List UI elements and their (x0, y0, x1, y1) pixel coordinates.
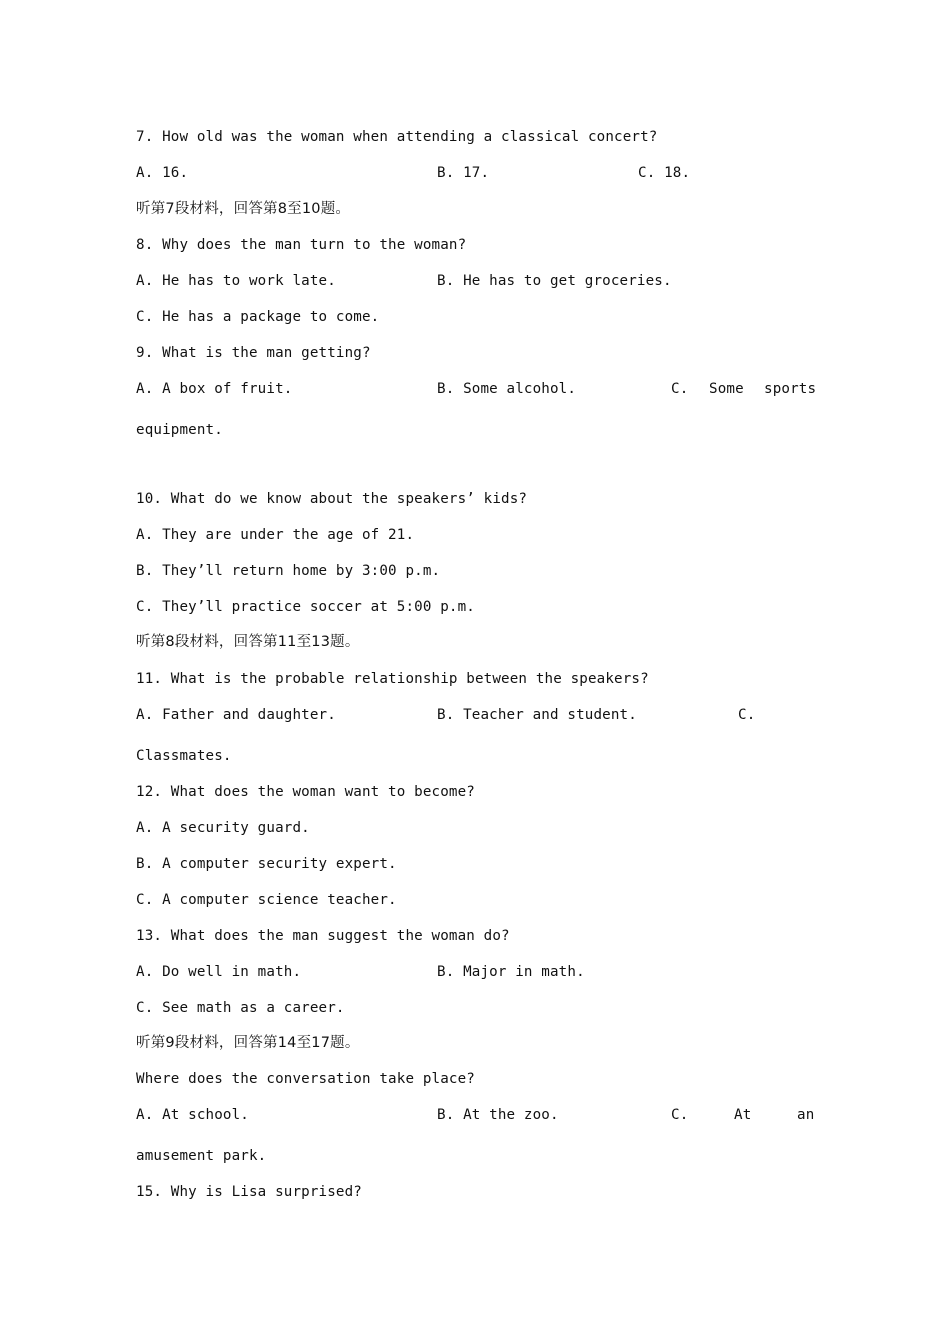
question-7-option-b: B. 17. (437, 165, 490, 181)
question-11-option-a: A. Father and daughter. (136, 707, 336, 723)
question-10-option-a: A. They are under the age of 21. (136, 527, 415, 543)
question-9-option-b: B. Some alcohol. (437, 381, 577, 397)
question-13-option-b: B. Major in math. (437, 964, 585, 980)
question-10-option-b: B. They’ll return home by 3:00 p.m. (136, 563, 441, 579)
section-7-heading: 听第7段材料，回答第8至10题。 (136, 201, 351, 217)
question-7-stem: 7. How old was the woman when attending a classical concert? (136, 129, 658, 145)
question-11-option-b: B. Teacher and student. (437, 707, 637, 723)
question-8-option-b: B. He has to get groceries. (437, 273, 672, 289)
question-8-option-c: C. He has a package to come. (136, 309, 380, 325)
question-10-stem: 10. What do we know about the speakers’ kids? (136, 491, 528, 507)
question-15-stem: 15. Why is Lisa surprised? (136, 1184, 362, 1200)
question-7-option-a: A. 16. (136, 165, 189, 181)
question-14-option-c-word: At (734, 1107, 752, 1123)
question-9-option-c-letter: C. (671, 381, 689, 397)
question-12-option-a: A. A security guard. (136, 820, 310, 836)
question-12-option-b: B. A computer security expert. (136, 856, 397, 872)
question-14-stem: Where does the conversation take place? (136, 1071, 475, 1087)
question-14-option-b: B. At the zoo. (437, 1107, 559, 1123)
question-12-stem: 12. What does the woman want to become? (136, 784, 475, 800)
section-8-heading: 听第8段材料，回答第11至13题。 (136, 634, 360, 650)
question-11-option-c-continued: Classmates. (136, 748, 232, 764)
question-9-option-c-continued: equipment. (136, 422, 223, 438)
question-13-stem: 13. What does the man suggest the woman do? (136, 928, 510, 944)
question-11-option-c-letter: C. (738, 707, 756, 723)
question-13-option-a: A. Do well in math. (136, 964, 302, 980)
question-12-option-c: C. A computer science teacher. (136, 892, 397, 908)
question-14-option-c-letter: C. (671, 1107, 689, 1123)
question-9-option-c-word: sports (764, 381, 817, 397)
question-7-option-c: C. 18. (638, 165, 691, 181)
question-9-option-a: A. A box of fruit. (136, 381, 293, 397)
question-14-option-c-continued: amusement park. (136, 1148, 267, 1164)
question-11-stem: 11. What is the probable relationship between the speakers? (136, 671, 649, 687)
question-9-stem: 9. What is the man getting? (136, 345, 371, 361)
question-9-option-c-word: Some (709, 381, 744, 397)
section-9-heading: 听第9段材料，回答第14至17题。 (136, 1035, 360, 1051)
question-8-option-a: A. He has to work late. (136, 273, 336, 289)
question-14-option-c-word: an (797, 1107, 815, 1123)
question-14-option-a: A. At school. (136, 1107, 249, 1123)
question-8-stem: 8. Why does the man turn to the woman? (136, 237, 467, 253)
question-13-option-c: C. See math as a career. (136, 1000, 345, 1016)
question-10-option-c: C. They’ll practice soccer at 5:00 p.m. (136, 599, 475, 615)
